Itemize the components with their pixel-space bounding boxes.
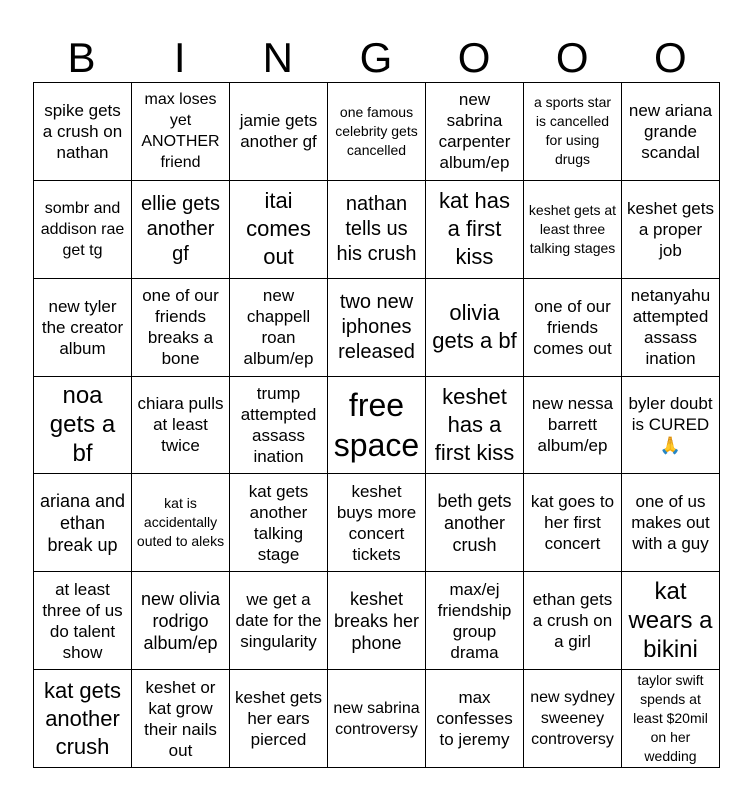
bingo-cell[interactable] bbox=[524, 474, 622, 572]
bingo-cell[interactable] bbox=[622, 83, 720, 181]
bingo-cell[interactable] bbox=[328, 474, 426, 572]
bingo-cell[interactable] bbox=[132, 83, 230, 181]
bingo-cell[interactable] bbox=[132, 279, 230, 377]
cell-text: olivia gets a bf bbox=[432, 300, 517, 354]
cell-text: ellie gets another gf bbox=[141, 192, 220, 265]
bingo-cell[interactable] bbox=[328, 279, 426, 377]
cell-text: one of us makes out with a guy bbox=[631, 492, 710, 554]
bingo-cell[interactable] bbox=[328, 670, 426, 768]
header-letter: I bbox=[173, 34, 187, 81]
bingo-cell[interactable] bbox=[426, 572, 524, 670]
header-letter: O bbox=[457, 34, 492, 81]
bingo-cell[interactable] bbox=[34, 181, 132, 279]
bingo-cell[interactable] bbox=[622, 670, 720, 768]
cell-text: new sydney sweeney controversy bbox=[530, 689, 615, 749]
bingo-cell[interactable] bbox=[230, 83, 328, 181]
bingo-cell[interactable] bbox=[426, 670, 524, 768]
bingo-cell[interactable] bbox=[230, 181, 328, 279]
free-space-cell[interactable] bbox=[328, 377, 426, 475]
cell-text: kat is accidentally outed to aleks bbox=[136, 495, 225, 550]
cell-text: new sabrina controversy bbox=[333, 699, 420, 738]
bingo-cell[interactable] bbox=[524, 572, 622, 670]
cell-text: chiara pulls at least twice bbox=[137, 394, 224, 456]
bingo-cell[interactable] bbox=[426, 83, 524, 181]
bingo-cell[interactable] bbox=[622, 377, 720, 475]
bingo-cell[interactable] bbox=[132, 474, 230, 572]
bingo-header bbox=[33, 34, 720, 82]
cell-text: new olivia rodrigo album/ep bbox=[140, 588, 221, 653]
header-letter: B bbox=[67, 34, 97, 81]
cell-text: one of our friends comes out bbox=[533, 296, 612, 358]
cell-text: byler doubt is CURED 🙏 bbox=[628, 394, 713, 456]
cell-text: max/ej friendship group drama bbox=[437, 579, 512, 662]
cell-text: keshet gets a proper job bbox=[627, 198, 714, 260]
bingo-cell[interactable] bbox=[132, 181, 230, 279]
cell-text: ethan gets a crush on a girl bbox=[532, 590, 613, 652]
header-letter: O bbox=[555, 34, 590, 81]
bingo-cell[interactable] bbox=[622, 181, 720, 279]
bingo-cell[interactable] bbox=[34, 377, 132, 475]
cell-text: kat wears a bikini bbox=[628, 578, 713, 664]
header-letter: O bbox=[653, 34, 688, 81]
cell-text: kat gets another crush bbox=[43, 677, 122, 759]
bingo-cell[interactable] bbox=[328, 572, 426, 670]
bingo-cell[interactable] bbox=[230, 279, 328, 377]
cell-text: a sports star is cancelled for using drugs bbox=[533, 94, 612, 168]
cell-text: keshet gets her ears pierced bbox=[235, 688, 322, 750]
cell-text: new chappell roan album/ep bbox=[243, 286, 314, 369]
cell-text: keshet has a first kiss bbox=[434, 383, 515, 465]
free-space-text: free space bbox=[333, 386, 420, 463]
bingo-cell[interactable] bbox=[524, 377, 622, 475]
bingo-cell[interactable] bbox=[524, 670, 622, 768]
cell-text: itai comes out bbox=[246, 188, 311, 270]
cell-text: kat has a first kiss bbox=[439, 188, 510, 270]
cell-text: keshet buys more concert tickets bbox=[336, 481, 417, 564]
bingo-cell[interactable] bbox=[230, 474, 328, 572]
header-letter: G bbox=[359, 34, 394, 81]
bingo-cell[interactable] bbox=[622, 474, 720, 572]
cell-text: netanyahu attempted assass ination bbox=[630, 286, 711, 369]
cell-text: new nessa barrett album/ep bbox=[531, 394, 614, 456]
bingo-cell[interactable] bbox=[524, 83, 622, 181]
bingo-cell[interactable] bbox=[622, 572, 720, 670]
bingo-cell[interactable] bbox=[328, 181, 426, 279]
bingo-cell[interactable] bbox=[34, 83, 132, 181]
cell-text: at least three of us do talent show bbox=[42, 579, 123, 662]
cell-text: new sabrina carpenter album/ep bbox=[438, 90, 511, 173]
cell-text: keshet gets at least three talking stages bbox=[528, 201, 617, 256]
cell-text: taylor swift spends at least $20mil on her wedding bbox=[633, 672, 708, 765]
bingo-cell[interactable] bbox=[34, 670, 132, 768]
cell-text: jamie gets another gf bbox=[239, 111, 318, 152]
bingo-cell[interactable] bbox=[426, 474, 524, 572]
cell-text: sombr and addison rae get tg bbox=[40, 199, 125, 259]
bingo-cell[interactable] bbox=[426, 377, 524, 475]
cell-text: nathan tells us his crush bbox=[336, 192, 417, 265]
cell-text: one of our friends breaks a bone bbox=[142, 286, 219, 369]
bingo-cell[interactable] bbox=[328, 83, 426, 181]
cell-text: kat gets another talking stage bbox=[248, 481, 309, 564]
cell-text: trump attempted assass ination bbox=[240, 383, 317, 466]
cell-text: max loses yet ANOTHER friend bbox=[141, 91, 220, 172]
bingo-cell[interactable] bbox=[524, 279, 622, 377]
bingo-cell[interactable] bbox=[230, 670, 328, 768]
cell-text: spike gets a crush on nathan bbox=[42, 100, 123, 162]
header-letter: N bbox=[262, 34, 294, 81]
cell-text: beth gets another crush bbox=[437, 490, 512, 555]
bingo-cell[interactable] bbox=[230, 377, 328, 475]
bingo-cell[interactable] bbox=[34, 474, 132, 572]
bingo-cell[interactable] bbox=[622, 279, 720, 377]
cell-text: ariana and ethan break up bbox=[39, 490, 126, 555]
cell-text: two new iphones released bbox=[338, 290, 415, 363]
cell-text: kat goes to her first concert bbox=[530, 492, 615, 554]
cell-text: we get a date for the singularity bbox=[235, 590, 322, 652]
bingo-cell[interactable] bbox=[132, 572, 230, 670]
bingo-cell[interactable] bbox=[34, 572, 132, 670]
cell-text: new ariana grande scandal bbox=[628, 100, 713, 162]
bingo-cell[interactable] bbox=[426, 279, 524, 377]
bingo-cell[interactable] bbox=[230, 572, 328, 670]
cell-text: max confesses to jeremy bbox=[436, 688, 513, 750]
bingo-cell[interactable] bbox=[34, 279, 132, 377]
cell-text: new tyler the creator album bbox=[41, 296, 124, 358]
bingo-cell[interactable] bbox=[524, 181, 622, 279]
cell-text: one famous celebrity gets cancelled bbox=[335, 103, 418, 158]
cell-text: noa gets a bf bbox=[49, 382, 116, 468]
bingo-board bbox=[33, 82, 720, 768]
bingo-cell[interactable] bbox=[426, 181, 524, 279]
bingo-cell[interactable] bbox=[132, 377, 230, 475]
cell-text: keshet or kat grow their nails out bbox=[144, 677, 217, 760]
bingo-cell[interactable] bbox=[132, 670, 230, 768]
cell-text: keshet breaks her phone bbox=[333, 588, 420, 653]
